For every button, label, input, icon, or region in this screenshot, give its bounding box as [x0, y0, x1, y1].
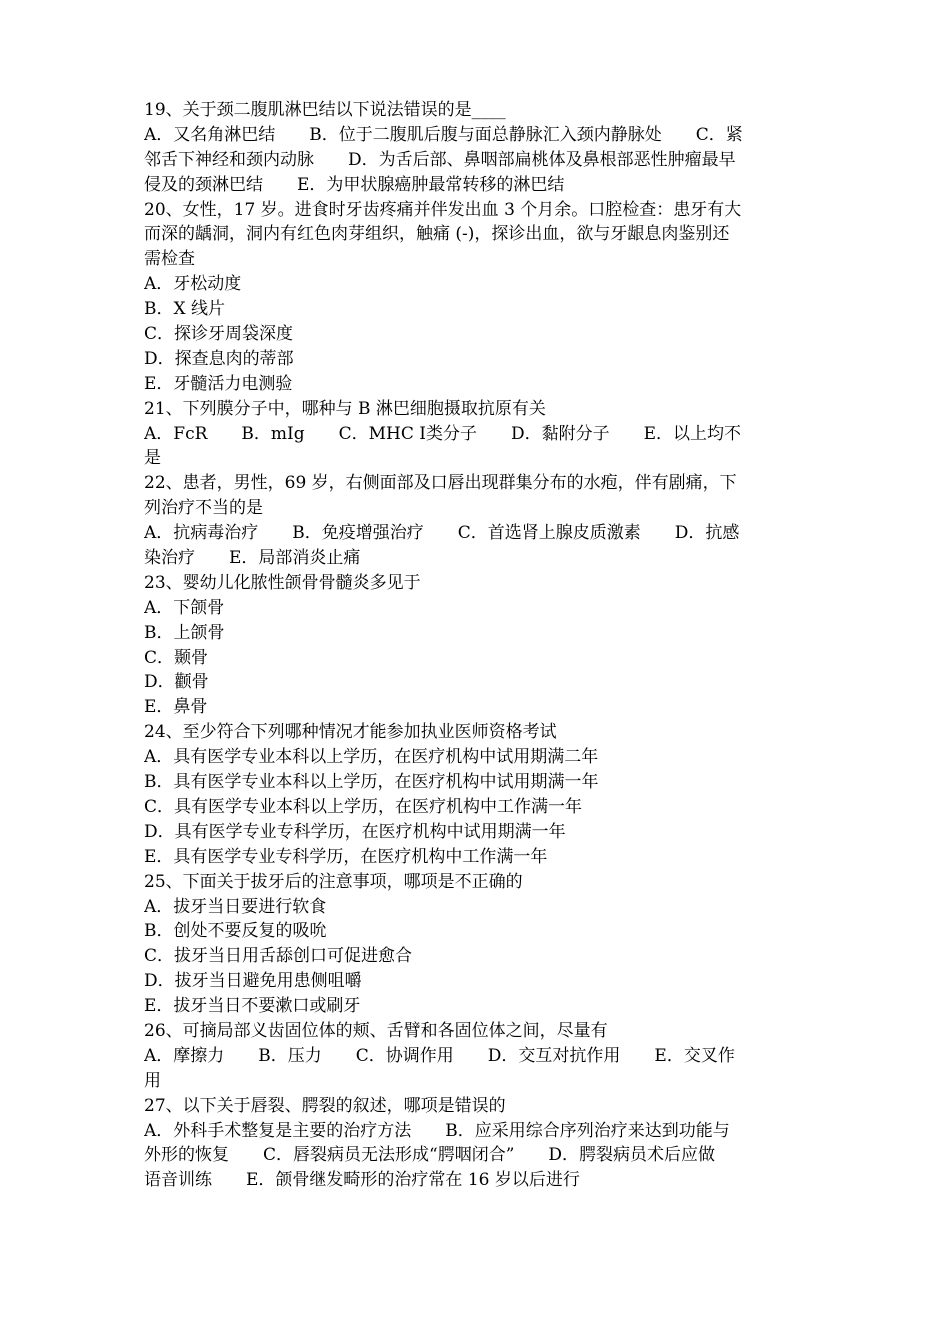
- text-line: 邻舌下神经和颈内动脉 D．为舌后部、鼻咽部扁桃体及鼻根部恶性肿瘤最早: [144, 149, 736, 170]
- text-line: 23、婴幼儿化脓性颌骨骨髓炎多见于: [144, 572, 421, 593]
- text-line: A．FcR B．mIg C．MHC Ⅰ类分子 D．黏附分子 E．以上均不: [144, 423, 742, 444]
- text-line: E．具有医学专业专科学历，在医疗机构中工作满一年: [144, 846, 548, 867]
- document-page: [144, 98, 808, 1193]
- text-line: 是: [144, 448, 161, 469]
- text-line: C．探诊牙周袋深度: [144, 324, 294, 345]
- text-line: A．外科手术整复是主要的治疗方法 B．应采用综合序列治疗来达到功能与: [144, 1120, 730, 1141]
- text-line: 用: [144, 1070, 161, 1091]
- text-line: 19、关于颈二腹肌淋巴结以下说法错误的是____: [144, 100, 506, 120]
- text-line: 外形的恢复 C．唇裂病员无法形成“腭咽闭合” D．腭裂病员术后应做: [144, 1145, 716, 1166]
- text-line: B．上颌骨: [144, 622, 225, 643]
- text-line: E．鼻骨: [144, 697, 208, 718]
- text-line: D．颧骨: [144, 672, 209, 693]
- text-line: 22、患者，男性，69 岁，右侧面部及口唇出现群集分布的水疱，伴有剧痛，下: [144, 473, 737, 494]
- text-line: 24、至少符合下列哪种情况才能参加执业医师资格考试: [144, 722, 557, 743]
- text-line: A．摩擦力 B．压力 C．协调作用 D．交互对抗作用 E．交叉作: [144, 1045, 735, 1066]
- text-line: A．拔牙当日要进行软食: [144, 896, 327, 917]
- text-line: 20、女性，17 岁。进食时牙齿疼痛并伴发出血 3 个月余。口腔检查：患牙有大: [144, 199, 742, 220]
- text-line: 21、下列膜分子中，哪种与 B 淋巴细胞摄取抗原有关: [144, 398, 546, 419]
- text-line: E．拔牙当日不要漱口或刷牙: [144, 996, 361, 1017]
- text-line: D．具有医学专业专科学历，在医疗机构中试用期满一年: [144, 821, 566, 842]
- text-line: C．具有医学专业本科以上学历，在医疗机构中工作满一年: [144, 796, 583, 817]
- text-line: C．颞骨: [144, 647, 209, 668]
- text-line: 26、可摘局部义齿固位体的颊、舌臂和各固位体之间，尽量有: [144, 1020, 608, 1041]
- text-line: B．创处不要反复的吸吮: [144, 921, 327, 942]
- text-line: 列治疗不当的是: [144, 498, 263, 519]
- text-line: 侵及的颈淋巴结 E．为甲状腺癌肿最常转移的淋巴结: [144, 174, 565, 195]
- text-line: A．抗病毒治疗 B．免疫增强治疗 C．首选肾上腺皮质激素 D．抗感: [144, 523, 740, 544]
- text-line: 25、下面关于拔牙后的注意事项，哪项是不正确的: [144, 871, 523, 892]
- text-line: 27、以下关于唇裂、腭裂的叙述，哪项是错误的: [144, 1095, 506, 1116]
- text-line: 语音训练 E．颌骨继发畸形的治疗常在 16 岁以后进行: [144, 1170, 580, 1191]
- text-line: A．又名角淋巴结 B．位于二腹肌后腹与面总静脉汇入颈内静脉处 C．紧: [144, 124, 743, 145]
- text-line: A．下颌骨: [144, 597, 225, 618]
- text-line: B．具有医学专业本科以上学历，在医疗机构中试用期满一年: [144, 772, 599, 793]
- text-line: 染治疗 E．局部消炎止痛: [144, 548, 361, 569]
- text-line: A．牙松动度: [144, 274, 242, 295]
- text-line: A．具有医学专业本科以上学历，在医疗机构中试用期满二年: [144, 747, 599, 768]
- text-line: C．拔牙当日用舌舔创口可促进愈合: [144, 946, 413, 967]
- text-line: 需检查: [144, 249, 195, 270]
- text-line: D．拔牙当日避免用患侧咀嚼: [144, 971, 362, 992]
- text-line: B．X 线片: [144, 299, 225, 320]
- text-line: 而深的龋洞，洞内有红色肉芽组织，触痛 (-)，探诊出血，欲与牙龈息肉鉴别还: [144, 224, 730, 245]
- text-line: E．牙髓活力电测验: [144, 373, 293, 394]
- text-line: D．探查息肉的蒂部: [144, 348, 294, 369]
